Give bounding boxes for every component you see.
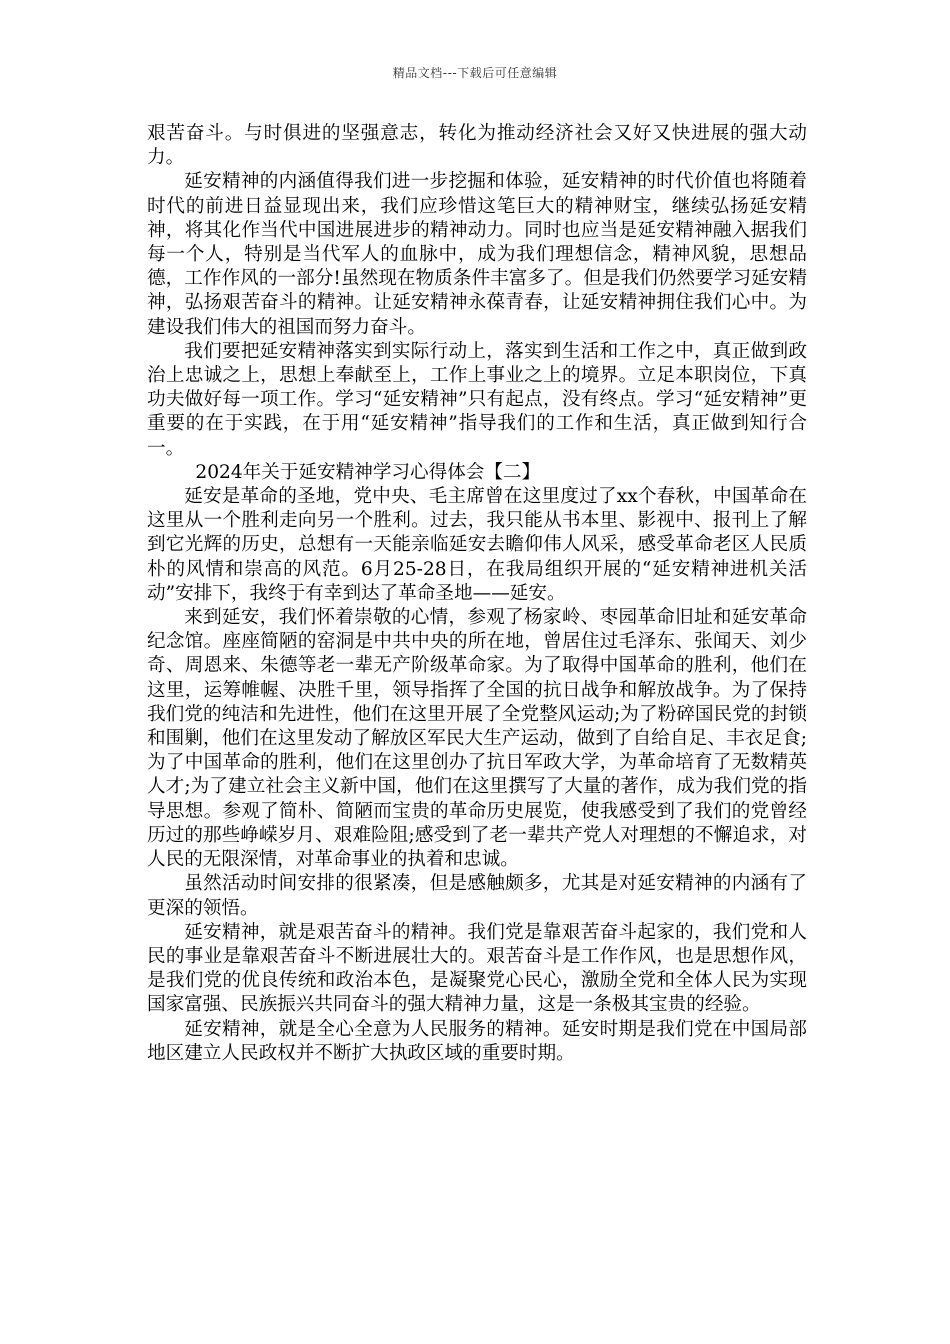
paragraph: 虽然活动时间安排的很紧凑，但是感触颇多，尤其是对延安精神的内涵有了更深的领悟。: [147, 873, 807, 919]
document-body: [147, 122, 807, 1066]
section-heading: 2024年关于延安精神学习心得体会【二】: [195, 461, 541, 483]
page-header: 精品文档---下载后可任意编辑: [392, 66, 558, 80]
paragraph: 延安是革命的圣地，党中央、毛主席曾在这里度过了xx个春秋，中国革命在这里从一个胜利走向另一个胜利。过去，我只能从书本里、影视中、报刊上了解到它光辉的历史，总想有一天能亲临延安去瞻仰伟人风采，感受革命老区人民质朴的风情和崇高的风范。6月25-28日，在我局组织开展的“延安精神进机关活动”安排下，我终于有幸到达了革命圣地——延安。: [147, 486, 807, 604]
paragraph: 延安精神，就是全心全意为人民服务的精神。延安时期是我们党在中国局部地区建立人民政权并不断扩大执政区域的重要时期。: [147, 1018, 807, 1064]
paragraph-continuation: 艰苦奋斗。与时俱进的坚强意志，转化为推动经济社会又好又快进展的强大动力。: [147, 123, 807, 169]
paragraph: 我们要把延安精神落实到实际行动上，落实到生活和工作之中，真正做到政治上忠诚之上，思想上奉献至上，工作上事业之上的境界。立足本职岗位，下真功夫做好每一项工作。学习“延安精神”只有起点，没有终点。学习“延安精神”更重要的在于实践，在于用“延安精神”指导我们的工作和生活，真正做到知行合一。: [147, 340, 807, 459]
paragraph: 来到延安，我们怀着崇敬的心情，参观了杨家岭、枣园革命旧址和延安革命纪念馆。座座简陋的窑洞是中共中央的所在地，曾居住过毛泽东、张闻天、刘少奇、周恩来、朱德等老一辈无产阶级革命家。为了取得中国革命的胜利，他们在这里，运筹帷幄、决胜千里，领导指挥了全国的抗日战争和解放战争。为了保持我们党的纯洁和先进性，他们在这里开展了全党整风运动;为了粉碎国民党的封锁和围剿，他们在这里发动了解放区军民大生产运动，做到了自给自足、丰衣足食;为了中国革命的胜利，他们在这里创办了抗日军政大学，为革命培育了无数精英人才;为了建立社会主义新中国，他们在这里撰写了大量的著作，成为我们党的指导思想。参观了简朴、简陋而宝贵的革命历史展览，使我感受到了我们的党曾经历过的那些峥嵘岁月、艰难险阻;感受到了老一辈共产党人对理想的不懈追求，对人民的无限深情，对革命事业的执着和忠诚。: [147, 607, 807, 871]
paragraph: 延安精神，就是艰苦奋斗的精神。我们党是靠艰苦奋斗起家的，我们党和人民的事业是靠艰苦奋斗不断进展壮大的。艰苦奋斗是工作作风，也是思想作风，是我们党的优良传统和政治本色，是凝聚党心民心，激励全党和全体人民为实现国家富强、民族振兴共同奋斗的强大精神力量，这是一条极其宝贵的经验。: [147, 921, 807, 1016]
paragraph: 延安精神的内涵值得我们进一步挖掘和体验，延安精神的时代价值也将随着时代的前进日益显现出来，我们应珍惜这笔巨大的精神财宝，继续弘扬延安精神，将其化作当代中国进展进步的精神动力。同时也应当是延安精神融入据我们每一个人，特别是当代军人的血脉中，成为我们理想信念，精神风貌，思想品德，工作作风的一部分!虽然现在物质条件丰富多了。但是我们仍然要学习延安精神，弘扬艰苦奋斗的精神。让延安精神永葆青春，让延安精神拥住我们心中。为建设我们伟大的祖国而努力奋斗。: [147, 171, 807, 338]
